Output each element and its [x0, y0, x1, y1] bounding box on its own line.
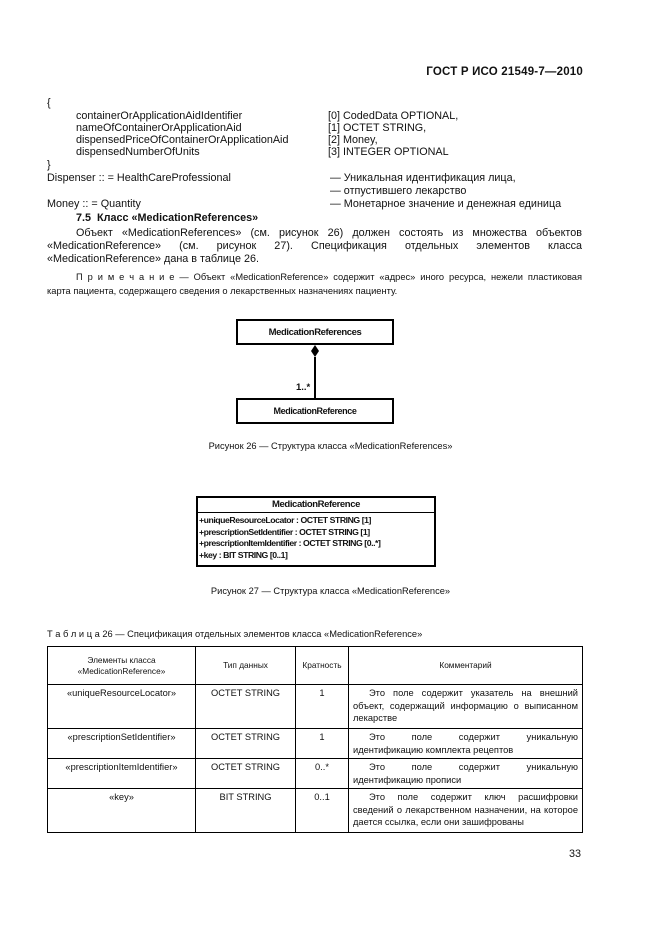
section-heading — [76, 212, 258, 225]
table-cell-type: OCTET STRING — [196, 729, 296, 759]
code-close-brace: } — [47, 159, 51, 171]
table-header-cell: Элементы класса «MedicationReference» — [48, 647, 196, 685]
table-cell-element: «key» — [48, 789, 196, 833]
dispenser-definition: Dispenser :: = HealthCareProfessional — [47, 172, 231, 184]
code-field-name: containerOrApplicationAidIdentifier — [76, 110, 243, 122]
table-caption — [47, 628, 422, 641]
note-line — [76, 271, 582, 284]
dispenser-comment: — Уникальная идентификация лица, — [330, 172, 516, 184]
table-cell-comment: Это поле содержит уникальную идентификацию комплекта рецептов — [349, 729, 583, 759]
note-line: карта пациента, содержащего сведения о лекарственных назначениях пациенту. — [47, 286, 398, 296]
table-cell-type: OCTET STRING — [196, 685, 296, 729]
table-header-cell: Тип данных — [196, 647, 296, 685]
table-cell-comment: Это поле содержит уникальную идентификацию прописи — [349, 759, 583, 789]
multiplicity-label: 1..* — [296, 382, 311, 393]
uml-class-medication-references — [236, 319, 394, 345]
table-row — [48, 729, 583, 759]
code-field-name: dispensedNumberOfUnits — [76, 146, 200, 158]
aggregation-diamond — [311, 345, 319, 357]
uml-class-name: MedicationReference — [273, 406, 357, 416]
specification-table — [47, 646, 583, 833]
table-header-cell: Комментарий — [349, 647, 583, 685]
table-cell-multiplicity: 1 — [296, 729, 349, 759]
uml-attribute-list — [198, 513, 434, 561]
section-paragraph-line: Объект «MedicationReferences» (см. рисунок 26) должен состоять из множества объектов — [76, 227, 582, 239]
note-label: П р и м е ч а н и е — [76, 272, 175, 282]
table-caption-label: Т а б л и ц а 26 — [47, 629, 113, 639]
table-row — [48, 685, 583, 729]
table-row — [48, 789, 583, 833]
uml-class-name: MedicationReference — [198, 498, 434, 513]
table-cell-comment: Это поле содержит ключ расшифровки сведений о лекарственном назначении, на которое дается ссылка, если они зашифрованы — [349, 789, 583, 833]
table-cell-type: OCTET STRING — [196, 759, 296, 789]
uml-attribute: +uniqueResourceLocator : OCTET STRING [1] — [199, 515, 371, 525]
table-cell-element: «prescriptionItemIdentifier» — [48, 759, 196, 789]
money-comment: — Монетарное значение и денежная единица — [330, 198, 562, 210]
table-cell-element: «uniqueResourceLocator» — [48, 685, 196, 729]
section-title: Класс «MedicationReferences» — [97, 212, 259, 224]
table-row — [48, 759, 583, 789]
table-cell-element: «prescriptionSetIdentifier» — [48, 729, 196, 759]
uml-attribute: +prescriptionSetIdentifier : OCTET STRING [1] — [199, 526, 370, 537]
table-cell-multiplicity: 0..* — [296, 759, 349, 789]
money-definition: Money :: = Quantity — [47, 198, 141, 210]
table-header-cell: Кратность — [296, 647, 349, 685]
uml-class-box-medication-reference — [196, 496, 436, 567]
table-cell-multiplicity: 0..1 — [296, 789, 349, 833]
page-number: 33 — [568, 848, 581, 860]
table-cell-multiplicity: 1 — [296, 685, 349, 729]
uml-class-medication-reference — [236, 398, 394, 424]
uml-class-name: MedicationReferences — [268, 326, 362, 338]
figure-26-caption: Рисунок 26 — Структура класса «MedicationReferences» — [208, 441, 453, 451]
dispenser-comment: — отпустившего лекарство — [330, 185, 467, 197]
code-field-type: [1] OCTET STRING, — [328, 122, 427, 134]
section-paragraph-line: «MedicationReference» (см. рисунок 27). Спецификация отдельных элементов класса — [47, 240, 582, 252]
code-open-brace: { — [47, 97, 51, 109]
table-cell-type: BIT STRING — [196, 789, 296, 833]
uml-attribute: +key : BIT STRING [0..1] — [199, 549, 288, 560]
table-header-row — [48, 647, 583, 685]
code-field-name: dispensedPriceOfContainerOrApplicationAid — [76, 134, 289, 146]
code-field-type: [0] CodedData OPTIONAL, — [328, 110, 459, 122]
figure-27-caption: Рисунок 27 — Структура класса «MedicationReference» — [210, 586, 451, 596]
note-text: — Объект «MedicationReference» содержит «адрес» иного ресурса, нежели пластиковая — [174, 272, 582, 282]
table-caption-text: — Спецификация отдельных элементов класса «MedicationReference» — [112, 629, 423, 639]
code-field-name: nameOfContainerOrApplicationAid — [76, 122, 242, 134]
code-field-type: [2] Money, — [328, 134, 378, 146]
table-cell-comment: Это поле содержит указатель на внешний объект, содержащий информацию о выписанном лекарстве — [349, 685, 583, 729]
section-paragraph-line: «MedicationReference» дана в таблице 26. — [47, 253, 259, 265]
section-number: 7.5 — [76, 212, 92, 224]
code-field-type: [3] INTEGER OPTIONAL — [328, 146, 449, 158]
document-standard-header: ГОСТ Р ИСО 21549-7—2010 — [426, 66, 583, 78]
uml-attribute: +prescriptionItemIdentifier : OCTET STRING [0..*] — [199, 538, 381, 548]
